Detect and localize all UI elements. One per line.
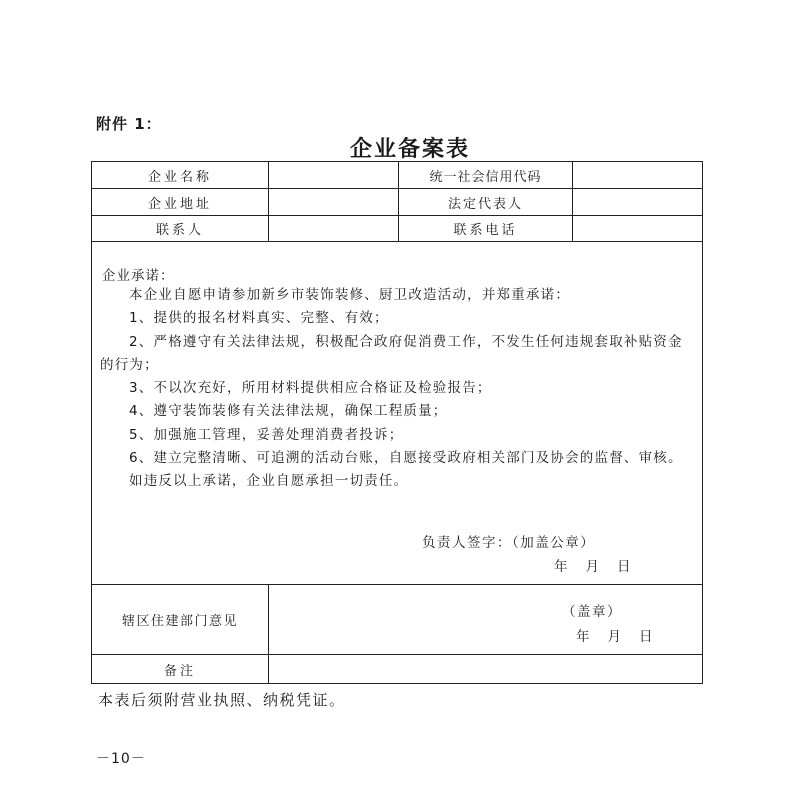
contact-label: 联系人 <box>155 223 204 238</box>
commitment-heading: 企业承诺： <box>102 268 175 284</box>
page-title: 企业备案表 <box>349 136 470 162</box>
legal-rep-label: 法定代表人 <box>447 196 523 212</box>
footnote: 本表后须附营业执照、纳税凭证。 <box>98 691 346 709</box>
company-name-label: 企业名称 <box>147 169 212 185</box>
signature-label: 负责人签字：（加盖公章） <box>422 535 596 551</box>
phone-label: 联系电话 <box>453 223 518 238</box>
commitment-liability: 如违反以上承诺，企业自愿承担一切责任。 <box>129 473 409 490</box>
company-name-field[interactable] <box>269 162 398 188</box>
signature-date-label: 年月日 <box>554 559 649 575</box>
commitment-section <box>92 242 702 584</box>
opinion-date-label: 年月日 <box>576 629 671 645</box>
legal-rep-field[interactable] <box>573 189 703 215</box>
commitment-item: 1、提供的报名材料真实、完整、有效； <box>129 310 389 327</box>
attachment-label: 附件 1： <box>96 115 162 133</box>
commitment-item: 3、不以次充好，所用材料提供相应合格证及检验报告； <box>129 380 492 397</box>
commitment-item: 5、加强施工管理，妥善处理消费者投诉； <box>129 426 404 443</box>
commitment-item: 2、严格遵守有关法律法规，积极配合政府促消费工作，不发生任何违规套取补贴资金的行为； <box>100 333 683 373</box>
contact-field[interactable] <box>269 216 398 241</box>
commitment-intro: 本企业自愿申请参加新乡市装饰装修、厨卫改造活动，并郑重承诺： <box>129 287 571 303</box>
commitment-text <box>100 284 696 494</box>
phone-field[interactable] <box>573 216 703 241</box>
registration-form-table <box>91 161 703 684</box>
opinion-label: 辖区住建部门意见 <box>121 614 238 629</box>
credit-code-field[interactable] <box>573 162 703 188</box>
remarks-label: 备注 <box>163 664 196 679</box>
stamp-label: （盖章） <box>562 604 622 620</box>
commitment-item: 6、建立完整清晰、可追溯的活动台账，自愿接受政府相关部门及协会的监督、审核。 <box>129 450 683 467</box>
address-field[interactable] <box>269 189 398 215</box>
credit-code-label: 统一社会信用代码 <box>429 169 542 185</box>
commitment-item: 4、遵守装饰装修有关法律法规，确保工程质量； <box>129 403 448 420</box>
address-label: 企业地址 <box>147 196 212 212</box>
page-number: －10－ <box>96 751 146 767</box>
remarks-field[interactable] <box>269 655 703 684</box>
